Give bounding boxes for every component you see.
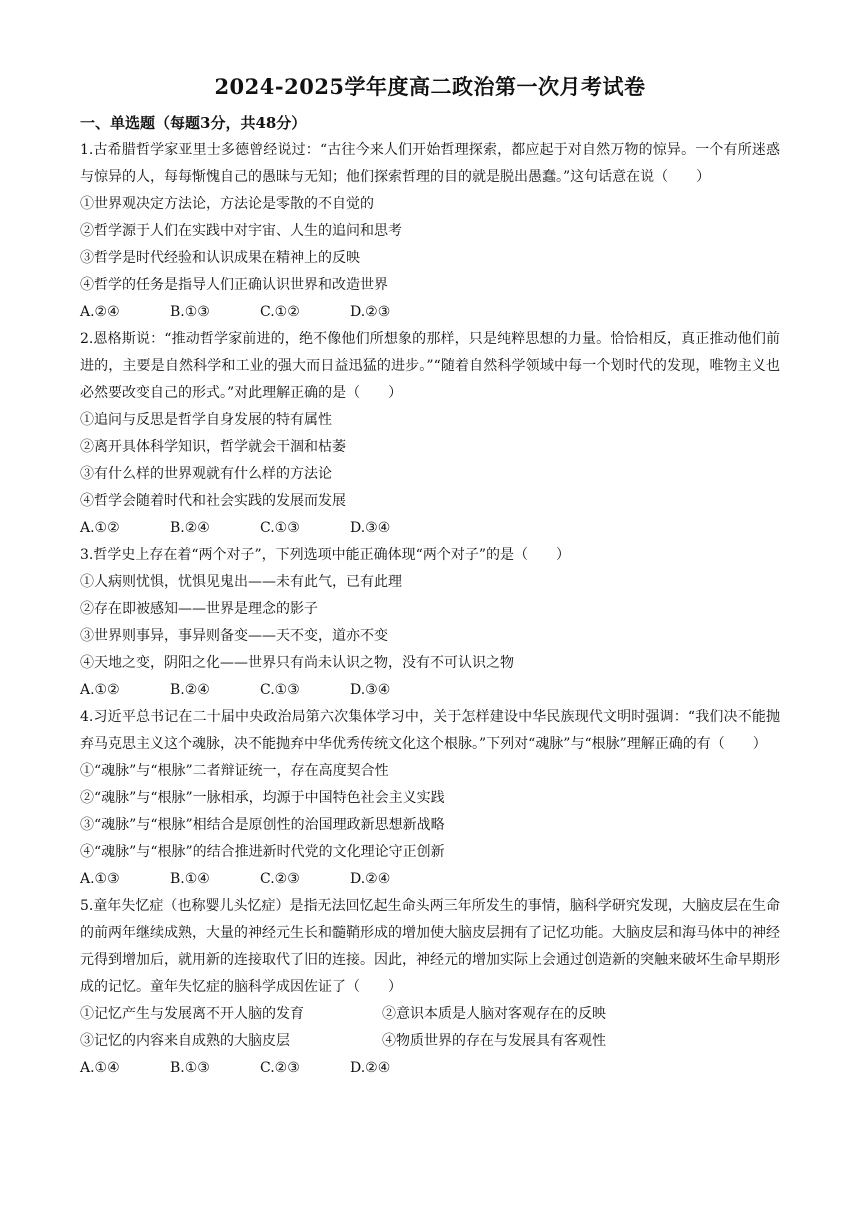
option-c: C.①③ — [260, 520, 300, 536]
question-3 — [80, 542, 780, 704]
option-c: C.②③ — [260, 1060, 300, 1076]
statement: ④哲学会随着时代和社会实践的发展而发展 — [80, 493, 346, 509]
statement: ②存在即被感知——世界是理念的影子 — [80, 601, 318, 617]
statement: ④哲学的任务是指导人们正确认识世界和改造世界 — [80, 277, 388, 293]
answer-options — [80, 1055, 780, 1082]
statement: ①世界观决定方法论，方法论是零散的不自觉的 — [80, 196, 374, 212]
statement: ①记忆产生与发展离不开人脑的发育 — [80, 1006, 304, 1022]
option-b: B.①③ — [170, 1060, 210, 1076]
statement: ③有什么样的世界观就有什么样的方法论 — [80, 466, 332, 482]
statement: ④天地之变，阴阳之化——世界只有尚未认识之物，没有不可认识之物 — [80, 655, 514, 671]
statement: ④“魂脉”与“根脉”的结合推进新时代党的文化理论守正创新 — [80, 844, 445, 860]
question-1 — [80, 137, 780, 326]
option-d: D.③④ — [350, 520, 391, 536]
statement: ②意识本质是人脑对客观存在的反映 — [382, 1006, 606, 1022]
question-stem: 4.习近平总书记在二十届中央政治局第六次集体学习中，关于怎样建设中华民族现代文明时强调：“我们决不能抛弃马克思主义这个魂脉，决不能抛弃中华优秀传统文化这个根脉。”下列对“魂脉”与“根脉”理解正确的有（ ） — [80, 709, 780, 752]
option-b: B.②④ — [170, 520, 210, 536]
answer-options — [80, 515, 780, 542]
section-heading: 一、单选题（每题3分，共48分） — [80, 114, 307, 132]
statement: ③“魂脉”与“根脉”相结合是原创性的治国理政新思想新战略 — [80, 817, 445, 833]
exam-title: 2024-2025学年度高二政治第一次月考试卷 — [214, 74, 646, 99]
statement-grid — [80, 1001, 780, 1055]
option-d: D.②④ — [350, 1060, 391, 1076]
statement: ③哲学是时代经验和认识成果在精神上的反映 — [80, 250, 360, 266]
question-stem: 5.童年失忆症（也称婴儿头忆症）是指无法回忆起生命头两三年所发生的事情，脑科学研究发现，大脑皮层在生命的前两年继续成熟，大量的神经元生长和髓鞘形成的增加使大脑皮层拥有了记忆功能。大脑皮层和海马体中的神经元得到增加后，就用新的连接取代了旧的连接。因此，神经元的增加实际上会通过创造新的突触来破坏生命早期形成的记忆。童年失忆症的脑科学成因佐证了（ ） — [80, 898, 780, 995]
statement: ②“魂脉”与“根脉”一脉相承，均源于中国特色社会主义实践 — [80, 790, 445, 806]
option-d: D.②④ — [350, 871, 391, 887]
question-2 — [80, 326, 780, 542]
option-b: B.①④ — [170, 871, 210, 887]
question-stem: 2.恩格斯说：“推动哲学家前进的，绝不像他们所想象的那样，只是纯粹思想的力量。恰恰相反，真正推动他们前进的，主要是自然科学和工业的强大而日益迅猛的进步。”“随着自然科学领域中每一个划时代的发现，唯物主义也必然要改变自己的形式。”对此理解正确的是（ ） — [80, 331, 780, 401]
statement: ①“魂脉”与“根脉”二者辩证统一，存在高度契合性 — [80, 763, 389, 779]
question-stem: 3.哲学史上存在着“两个对子”，下列选项中能正确体现“两个对子”的是（ ） — [80, 547, 570, 563]
question-4 — [80, 704, 780, 893]
option-a: A.①③ — [80, 871, 120, 887]
option-a: A.①④ — [80, 1060, 120, 1076]
option-c: C.②③ — [260, 871, 300, 887]
option-a: A.①② — [80, 520, 120, 536]
option-c: C.①② — [260, 304, 300, 320]
statement: ④物质世界的存在与发展具有客观性 — [382, 1033, 606, 1049]
statement: ①人病则忧惧，忧惧见鬼出——未有此气，已有此理 — [80, 574, 402, 590]
statement: ③记忆的内容来自成熟的大脑皮层 — [80, 1033, 290, 1049]
option-a: A.②④ — [80, 304, 120, 320]
answer-options — [80, 299, 780, 326]
question-stem: 1.古希腊哲学家亚里士多德曾经说过：“古往今来人们开始哲理探索，都应起于对自然万物的惊异。一个有所迷惑与惊异的人，每每惭愧自己的愚昧与无知；他们探索哲理的目的就是脱出愚蠢。”这句话意在说（ ） — [80, 142, 780, 185]
option-b: B.②④ — [170, 682, 210, 698]
option-b: B.①③ — [170, 304, 210, 320]
option-c: C.①③ — [260, 682, 300, 698]
statement: ①追问与反思是哲学自身发展的特有属性 — [80, 412, 332, 428]
question-5 — [80, 893, 780, 1082]
statement: ②哲学源于人们在实践中对宇宙、人生的追问和思考 — [80, 223, 402, 239]
statement: ②离开具体科学知识，哲学就会干涸和枯萎 — [80, 439, 346, 455]
option-d: D.③④ — [350, 682, 391, 698]
answer-options — [80, 677, 780, 704]
statement: ③世界则事异，事异则备变——天不变，道亦不变 — [80, 628, 388, 644]
option-d: D.②③ — [350, 304, 391, 320]
answer-options — [80, 866, 780, 893]
option-a: A.①② — [80, 682, 120, 698]
